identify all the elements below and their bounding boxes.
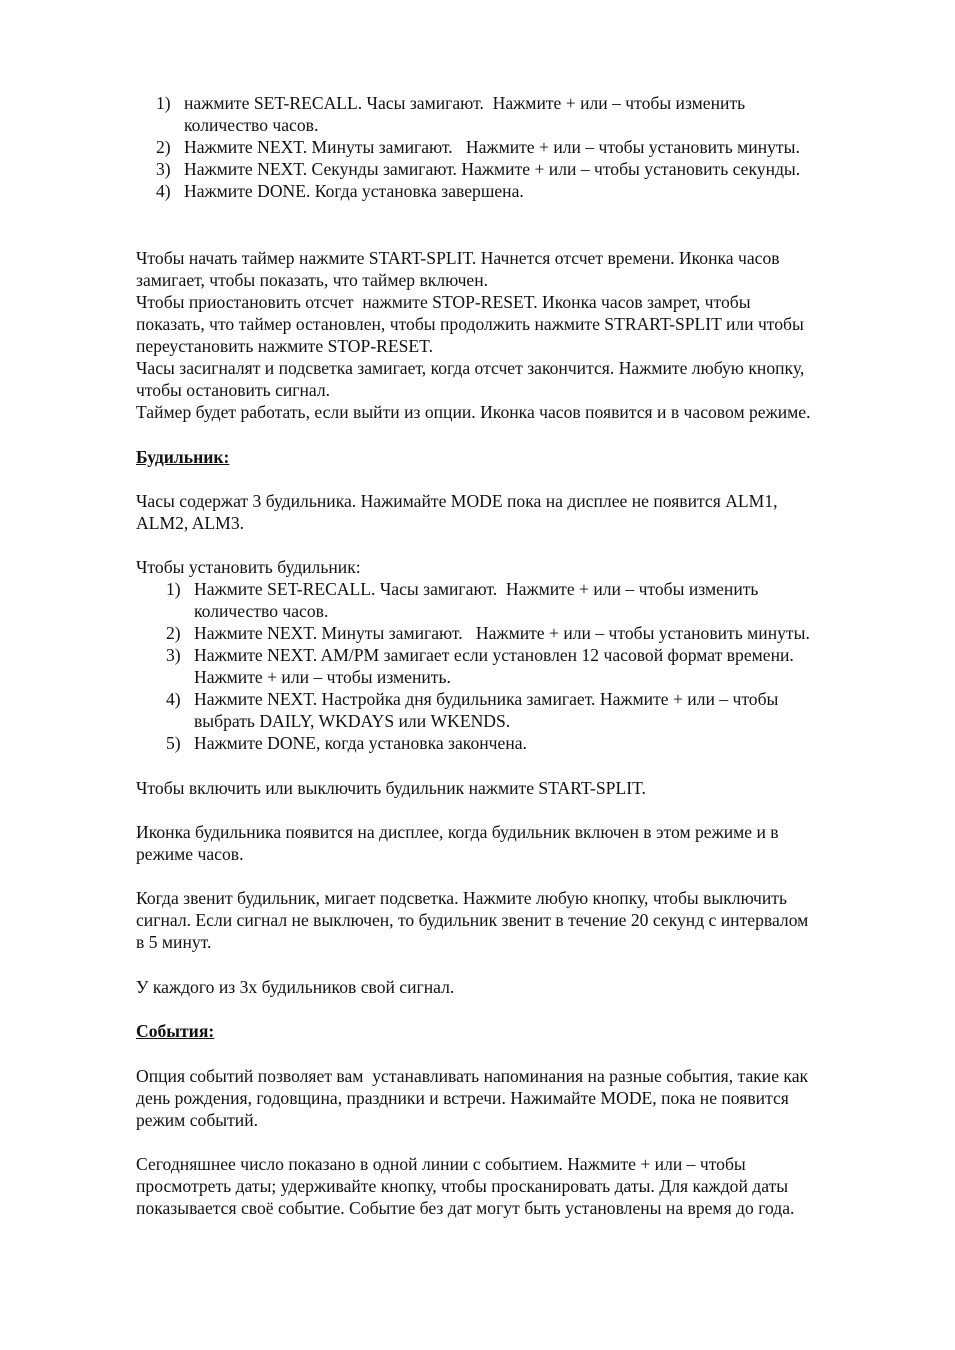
paragraph-line: день рождения, годовщина, праздники и встречи. Нажимайте MODE, пока не появится [136, 1088, 789, 1108]
paragraph-line: Сегодняшнее число показано в одной линии с событием. Нажмите + или – чтобы [136, 1154, 746, 1174]
list-item-text: количество часов. [194, 601, 329, 621]
paragraph-line: Опция событий позволяет вам устанавливать напоминания на разные события, такие как [136, 1066, 809, 1086]
list-item-number: 2) [156, 137, 171, 157]
list-item-text: Нажмите NEXT. Минуты замигают. Нажмите + или – чтобы установить минуты. [194, 623, 810, 643]
list-item-text: выбрать DAILY, WKDAYS или WKENDS. [194, 711, 511, 731]
paragraph-line: переустановить нажмите STOP-RESET. [136, 336, 433, 356]
list-item-text: нажмите SET-RECALL. Часы замигают. Нажмите + или – чтобы изменить [184, 93, 746, 113]
list-item-number: 4) [156, 181, 171, 201]
list-item-number: 5) [166, 733, 181, 753]
list-item-text: Нажмите NEXT. Настройка дня будильника замигает. Нажмите + или – чтобы [194, 689, 779, 709]
paragraph-line: режиме часов. [136, 844, 244, 864]
list-item-number: 3) [166, 645, 181, 665]
paragraph-line: Часы содержат 3 будильника. Нажимайте MODE пока на дисплее не появится ALM1, [136, 491, 778, 511]
paragraph-line: ALM2, ALM3. [136, 513, 245, 533]
section-heading-events: События: [136, 1021, 215, 1041]
paragraph-line: замигает, чтобы показать, что таймер включен. [136, 270, 489, 290]
paragraph-line: Таймер будет работать, если выйти из опции. Иконка часов появится и в часовом режиме. [136, 402, 811, 422]
list-item-text: Нажмите SET-RECALL. Часы замигают. Нажмите + или – чтобы изменить [194, 579, 759, 599]
list-item-number: 1) [156, 93, 171, 113]
list-item-text: Нажмите DONE. Когда установка завершена. [184, 181, 524, 201]
list-item-text: Нажмите NEXT. Секунды замигают. Нажмите + или – чтобы установить секунды. [184, 159, 801, 179]
paragraph-line: Иконка будильника появится на дисплее, когда будильник включен в этом режиме и в [136, 822, 779, 842]
list-item-text: количество часов. [184, 115, 319, 135]
paragraph-line: Часы засигналят и подсветка замигает, когда отсчет закончится. Нажмите любую кнопку, [136, 358, 805, 378]
paragraph-line: Чтобы начать таймер нажмите START-SPLIT. Начнется отсчет времени. Иконка часов [136, 248, 780, 268]
paragraph-line: просмотреть даты; удерживайте кнопку, чтобы просканировать даты. Для каждой даты [136, 1176, 789, 1196]
paragraph-line: показать, что таймер остановлен, чтобы продолжить нажмите STRART-SPLIT или чтобы [136, 314, 804, 334]
list-item-number: 3) [156, 159, 171, 179]
list-item-number: 4) [166, 689, 181, 709]
paragraph-line: Чтобы приостановить отсчет нажмите STOP-RESET. Иконка часов замрет, чтобы [136, 292, 751, 312]
paragraph-line: показывается своё событие. Событие без дат могут быть установлены на время до года. [136, 1198, 795, 1218]
paragraph-line: Когда звенит будильник, мигает подсветка. Нажмите любую кнопку, чтобы выключить [136, 888, 788, 908]
paragraph-line: чтобы остановить сигнал. [136, 380, 331, 400]
list-item-text: Нажмите DONE, когда установка закончена. [194, 733, 527, 753]
list-item-number: 1) [166, 579, 181, 599]
section-heading-alarm: Будильник: [136, 447, 230, 467]
paragraph-line: сигнал. Если сигнал не выключен, то будильник звенит в течение 20 секунд с интервалом [136, 910, 809, 930]
list-item-text: Нажмите NEXT. AM/PM замигает если установлен 12 часовой формат времени. [194, 645, 794, 665]
list-item-number: 2) [166, 623, 181, 643]
paragraph-line: Чтобы включить или выключить будильник нажмите START-SPLIT. [136, 778, 646, 798]
list-title: Чтобы установить будильник: [136, 557, 361, 577]
paragraph-line: У каждого из 3х будильников свой сигнал. [136, 977, 455, 997]
list-item-text: Нажмите NEXT. Минуты замигают. Нажмите + или – чтобы установить минуты. [184, 137, 800, 157]
paragraph-line: в 5 минут. [136, 932, 212, 952]
paragraph-line: режим событий. [136, 1110, 259, 1130]
list-item-text: Нажмите + или – чтобы изменить. [194, 667, 451, 687]
